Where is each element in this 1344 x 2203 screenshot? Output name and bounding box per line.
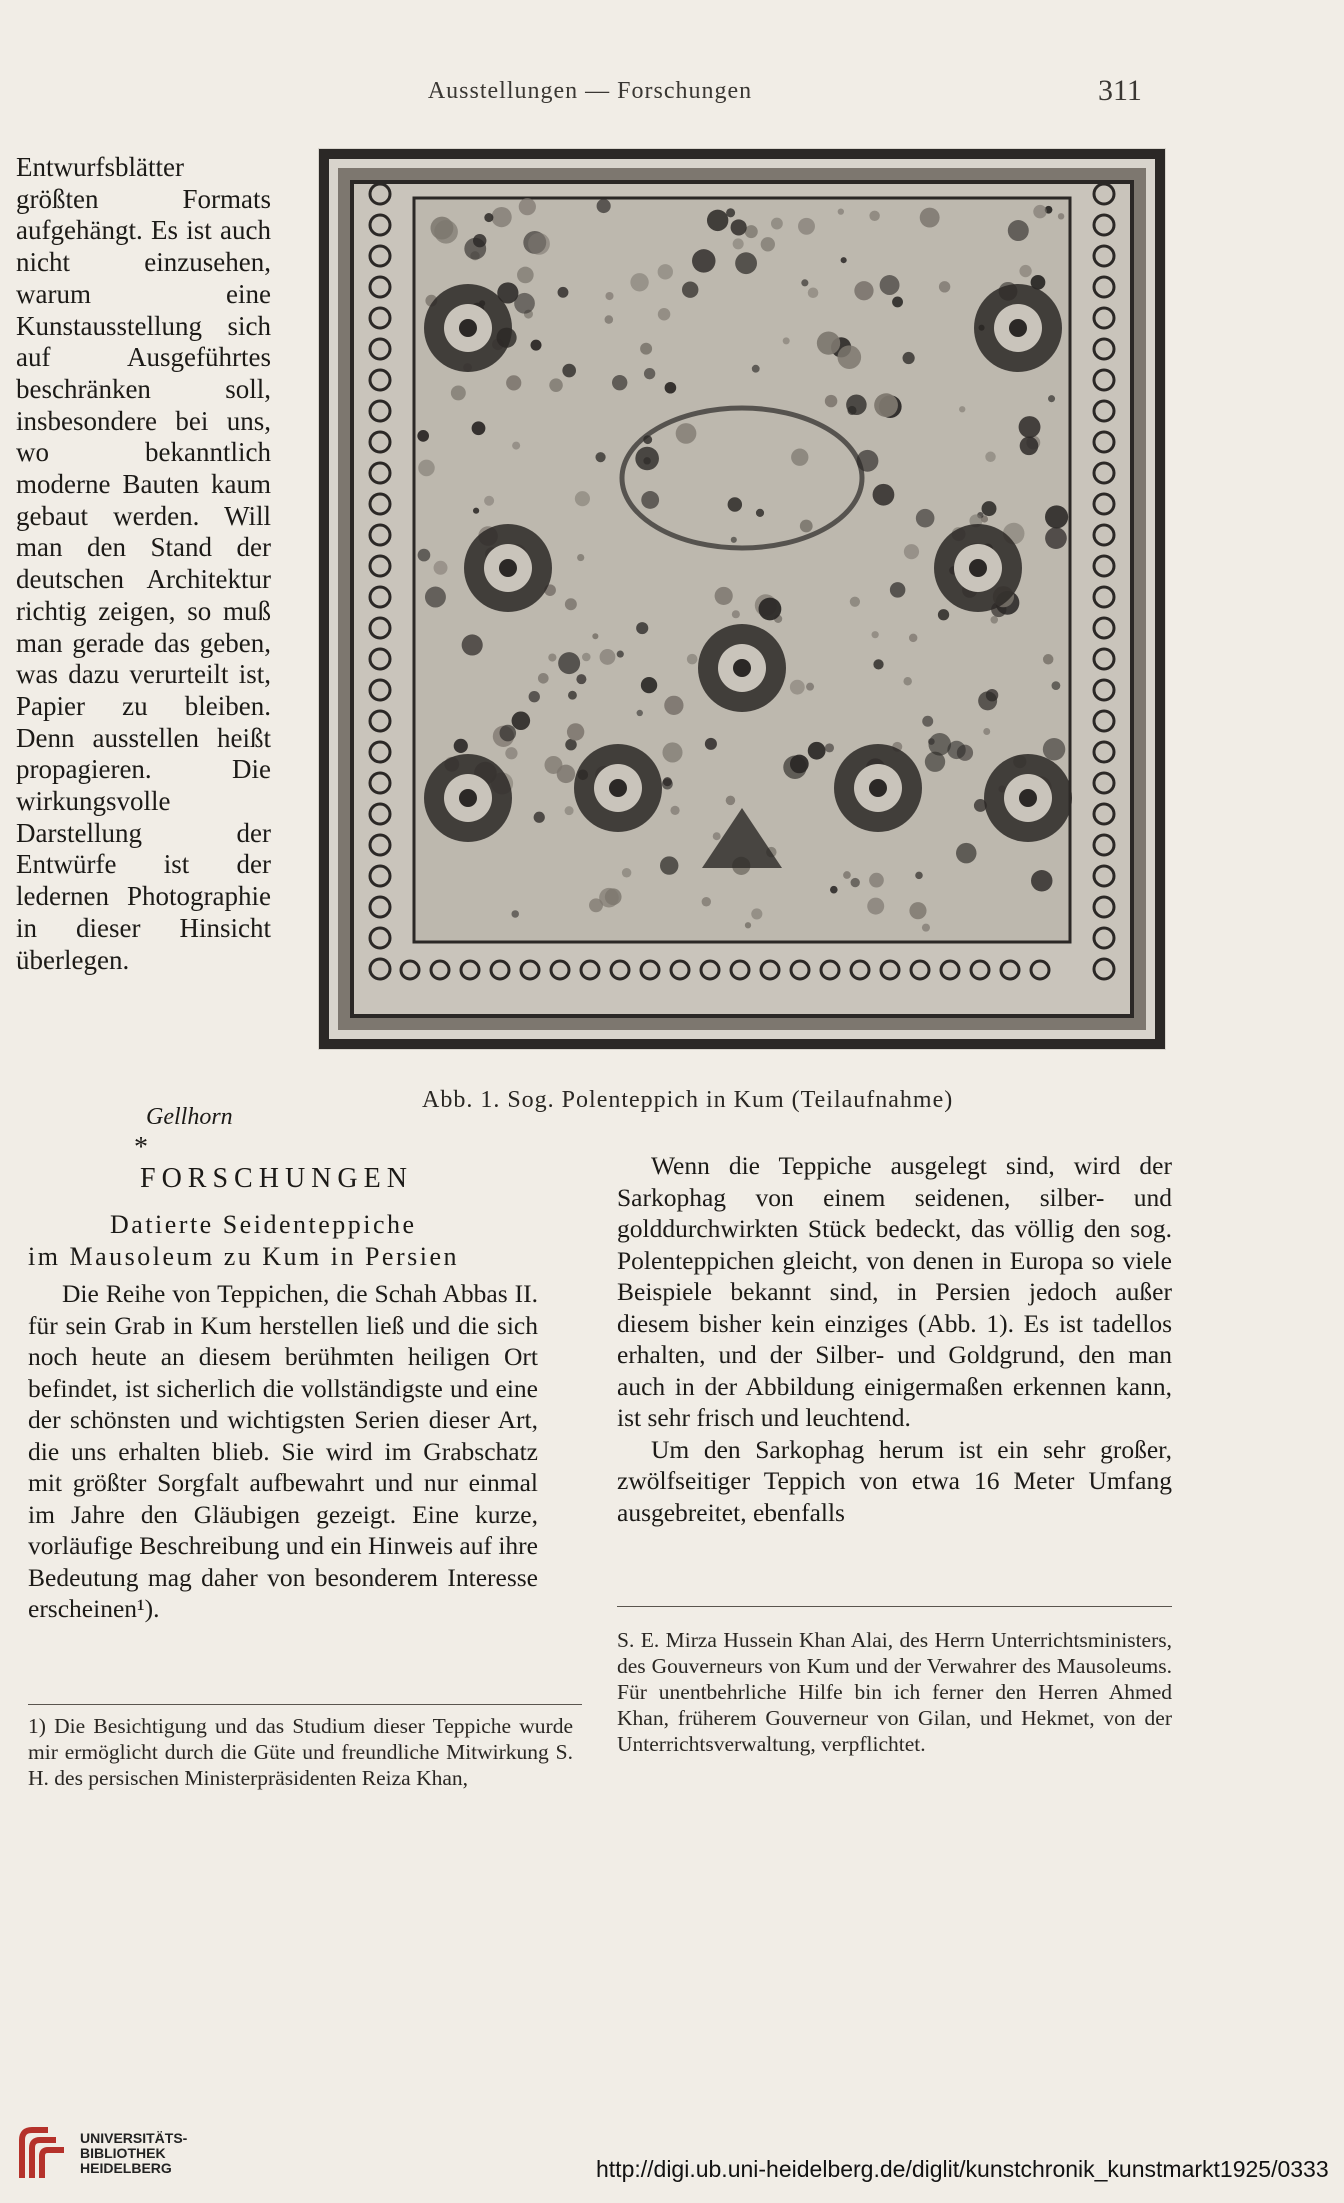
article-continuation-text: Entwurfsblätter größten Formats aufgehängt. Es ist auch nicht einzusehen, warum eine Kunstausstellung sich auf Ausgeführtes beschränken soll, insbesondere bei uns, wo bekanntlich moderne Bauten kaum gebaut werden. Will man den Stand der deutschen Architektur richtig zeigen, so muß man gerade das geben, was dazu verurteilt ist, Papier zu bleiben. Denn ausstellen heißt propagieren. Die wirkungsvolle Darstellung der Entwürfe ist der ledernen Photographie in dieser Hinsicht überlegen. xyxy=(16,152,271,975)
article-title-line1: Datierte Seidenteppiche xyxy=(110,1210,417,1239)
body-paragraph: Wenn die Teppiche ausgelegt sind, wird der Sarkophag von einem seidenen, silber- und golddurchwirkten Stück bedeckt, das völlig den sog. Polenteppichen gleicht, von denen in Europa so viele Beispiele bekannt sind, in Persien jedoch außer diesem bisher kein einziges (Abb. 1). Es ist tadellos erhalten, und der Silber- und Goldgrund, den man auch in der Abbildung einigermaßen erkennen kann, ist sehr frisch und leuchtend. xyxy=(617,1151,1172,1432)
article-body-left xyxy=(28,1278,538,1625)
library-name-line: BIBLIOTHEK xyxy=(80,2145,166,2161)
footnote-divider xyxy=(28,1704,582,1705)
footnote-divider xyxy=(617,1606,1172,1607)
figure-caption: Abb. 1. Sog. Polenteppich in Kum (Teilaufnahme) xyxy=(422,1087,954,1113)
carpet-photograph xyxy=(318,148,1166,1050)
library-name-line: HEIDELBERG xyxy=(80,2160,172,2176)
section-asterisk: * xyxy=(134,1132,148,1163)
library-name xyxy=(80,2131,187,2176)
library-name-line: UNIVERSITÄTS- xyxy=(80,2130,188,2146)
article-title-line2: im Mausoleum zu Kum in Persien xyxy=(28,1242,460,1271)
source-url-link[interactable]: http://digi.ub.uni-heidelberg.de/diglit/kunstchronik_kunstmarkt1925/0333 xyxy=(596,2156,1329,2182)
section-heading: FORSCHUNGEN xyxy=(140,1163,413,1194)
library-logo-icon xyxy=(12,2122,74,2184)
body-paragraph: Um den Sarkophag herum ist ein sehr großer, zwölfseitiger Teppich von etwa 16 Meter Umfang ausgebreitet, ebenfalls xyxy=(617,1434,1172,1527)
footnote: 1) Die Besichtigung und das Studium dieser Teppiche wurde mir ermöglicht durch die Güte und freundliche Mitwirkung S. H. des persischen Ministerpräsidenten Reiza Khan, xyxy=(28,1714,573,1790)
author-signature: Gellhorn xyxy=(146,1104,233,1130)
body-paragraph: Die Reihe von Teppichen, die Schah Abbas II. für sein Grab in Kum herstellen ließ und die sich noch heute an diesem berühmten heiligen Ort befindet, ist sicherlich die vollständigste und eine der schönsten und wichtigsten Serien dieser Art, die uns erhalten blieb. Sie wird im Grabschatz mit größter Sorgfalt aufbewahrt und nur einmal im Jahre den Gläubigen gezeigt. Eine kurze, vorläufige Beschreibung und ein Hinweis auf ihre Bedeutung mag daher von besonderem Interesse erscheinen¹). xyxy=(28,1279,538,1623)
article-body-right xyxy=(617,1150,1172,1528)
footnote-continuation: S. E. Mirza Hussein Khan Alai, des Herrn Unterrichtsministers, des Gouverneurs von Kum und der Verwahrer des Mausoleums. Für unentbehrliche Hilfe bin ich ferner den Herren Ahmed Khan, früherem Gouverneur von Gilan, und Hekmet, von der Unterrichtsverwaltung, verpflichtet. xyxy=(617,1628,1172,1756)
carpet-image xyxy=(318,148,1166,1050)
page-number: 311 xyxy=(1098,74,1142,107)
running-title: Ausstellungen — Forschungen xyxy=(427,78,753,104)
